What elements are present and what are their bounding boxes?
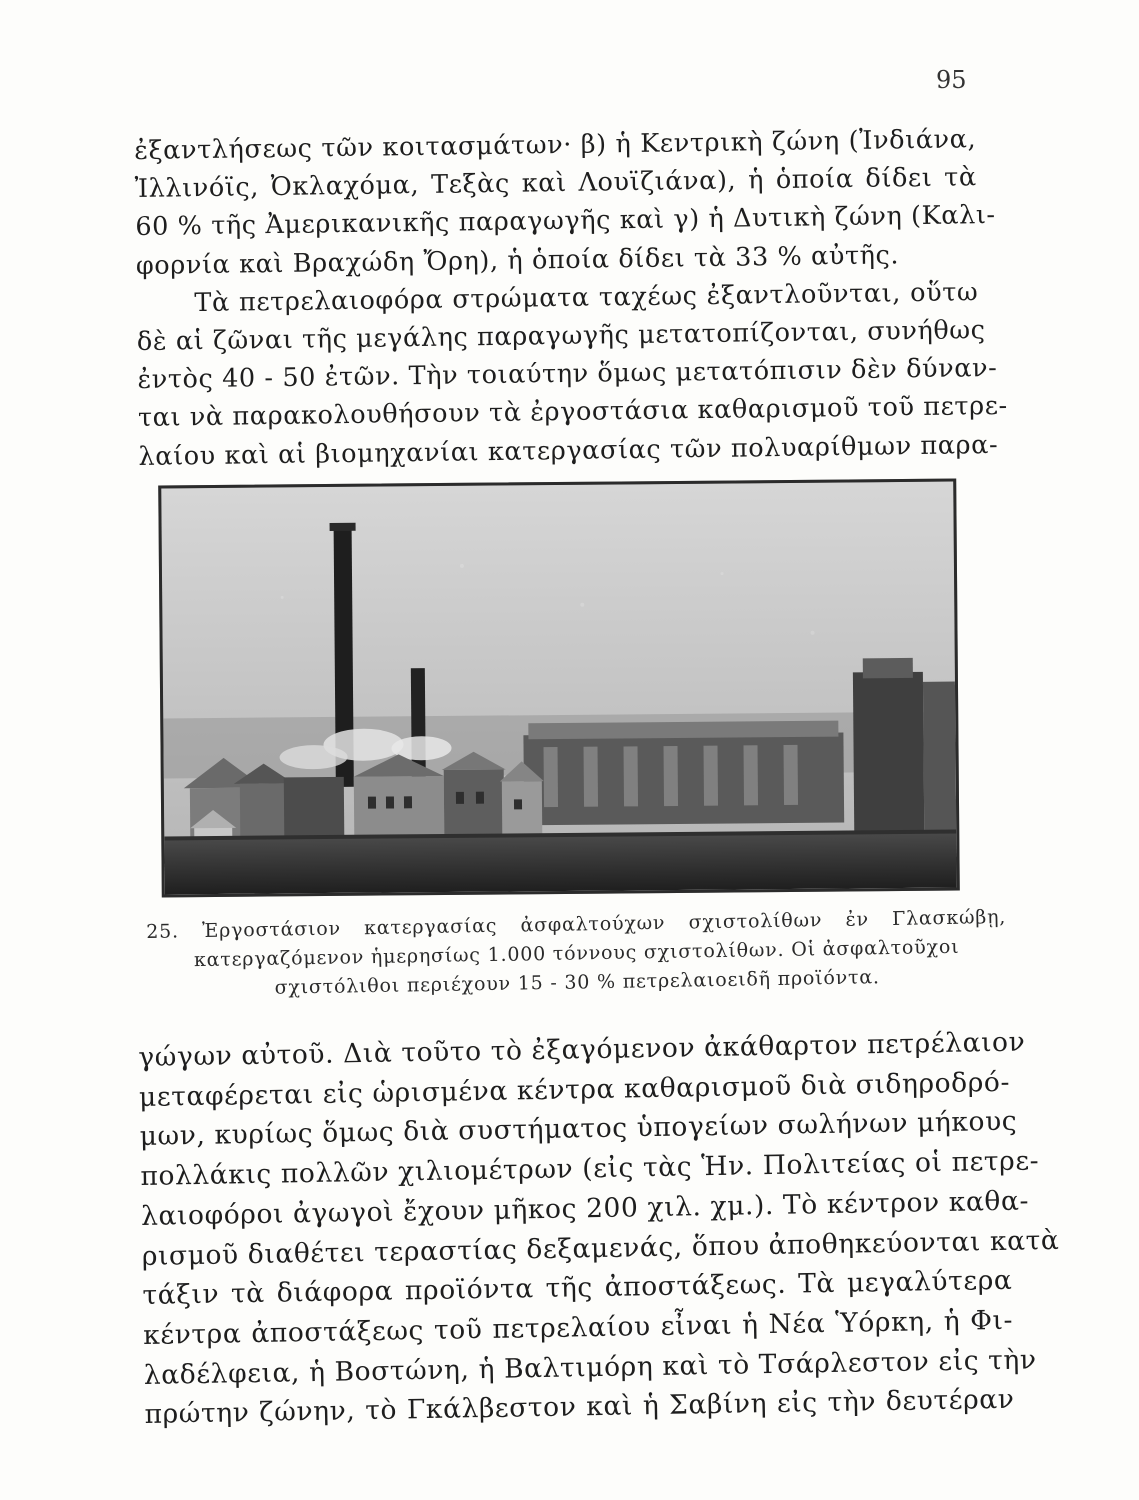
caption-line: κατεργαζόμενον ἡμερησίως 1.000 τόννους σχιστολίθων. Οἱ ἀσφαλτοῦχοι [193, 935, 960, 972]
text-line: πρώτην ζώνην, τὸ Γκάλβεστον καὶ ἡ Σαβίνη εἰς τὴν δευτέραν [144, 1384, 1015, 1431]
text-line: 60 % τῆς Ἀμερικανικῆς παραγωγῆς καὶ γ) ἡ Δυτικὴ ζώνη (Καλι- [135, 200, 996, 243]
text-line: λαδέλφεια, ἡ Βοστώνη, ἡ Βαλτιμόρη καὶ τὸ Τσάρλεστον εἰς τὴν [143, 1343, 1037, 1391]
text-line: γώγων αὐτοῦ. Διὰ τοῦτο τὸ ἐξαγόμενον ἀκάθαρτον πετρέλαιον [138, 1026, 1026, 1073]
text-line: τάξιν τὰ διάφορα προϊόντα τῆς ἀποστάξεως. Τὰ μεγαλύτερα [142, 1264, 1013, 1312]
page-number: 95 [936, 66, 967, 94]
text-line: λαίου καὶ αἱ βιομηχανίαι κατεργασίας τῶν πολυαρίθμων παρα- [138, 429, 999, 472]
figure-caption [146, 903, 1007, 1005]
text-line: πολλάκις πολλῶν χιλιομέτρων (εἰς τὰς Ἡν. Πολιτείας οἱ πετρε- [140, 1145, 1040, 1193]
bottom-text-block [138, 1023, 1060, 1435]
caption-line: σχιστόλιθοι περιέχουν 15 - 30 % πετρελαιοειδῆ προϊόντα. [274, 966, 880, 999]
text-line: μεταφέρεται εἰς ὡρισμένα κέντρα καθαρισμοῦ διὰ σιδηροδρό- [138, 1066, 1011, 1113]
text-line: Τὰ πετρελαιοφόρα στρώματα ταχέως ἐξαντλοῦνται, οὕτω [194, 277, 979, 318]
text-line: φορνία καὶ Βραχώδη Ὄρη), ἡ ὁποία δίδει τὰ 33 % αὐτῆς. [135, 239, 900, 281]
text-line: λαιοφόροι ἀγωγοὶ ἔχουν μῆκος 200 χιλ. χμ.). Τὸ κέντρον καθα- [140, 1185, 1030, 1232]
caption-line: 25. Ἐργοστάσιον κατεργασίας ἀσφαλτούχων σχιστολίθων ἐν Γλασκώβῃ, [146, 905, 1007, 943]
text-line: μων, κυρίως ὅμως διὰ συστήματος ὑπογείων σωλήνων μήκους [139, 1106, 1018, 1153]
text-line: κέντρα ἀποστάξεως τοῦ πετρελαίου εἶναι ἡ Νέα Ὑόρκη, ἡ Φι- [142, 1304, 1014, 1351]
text-line: ἐντὸς 40 - 50 ἐτῶν. Τὴν τοιαύτην ὅμως μετατόπισιν δὲν δύναν- [137, 353, 998, 396]
text-line: ται νὰ παρακολουθήσουν τὰ ἐργοστάσια καθαρισμοῦ τοῦ πετρε- [137, 391, 1008, 434]
top-text-block [134, 120, 1008, 476]
text-line: δὲ αἱ ζῶναι τῆς μεγάλης παραγωγῆς μετατοπίζονται, συνήθως [136, 315, 986, 357]
text-line: Ἰλλινόϊς, Ὀκλαχόμα, Τεξὰς καὶ Λουϊζιάνα), ἡ ὁποία δίδει τὰ [134, 162, 977, 205]
text-line: ρισμοῦ διαθέτει τεραστίας δεξαμενάς, ὅπου ἀποθηκεύονται κατὰ [141, 1224, 1060, 1272]
text-line: ἐξαντλήσεως τῶν κοιτασμάτων· β) ἡ Κεντρικὴ ζώνη (Ἰνδιάνα, [134, 124, 977, 166]
factory-photograph [158, 479, 960, 898]
